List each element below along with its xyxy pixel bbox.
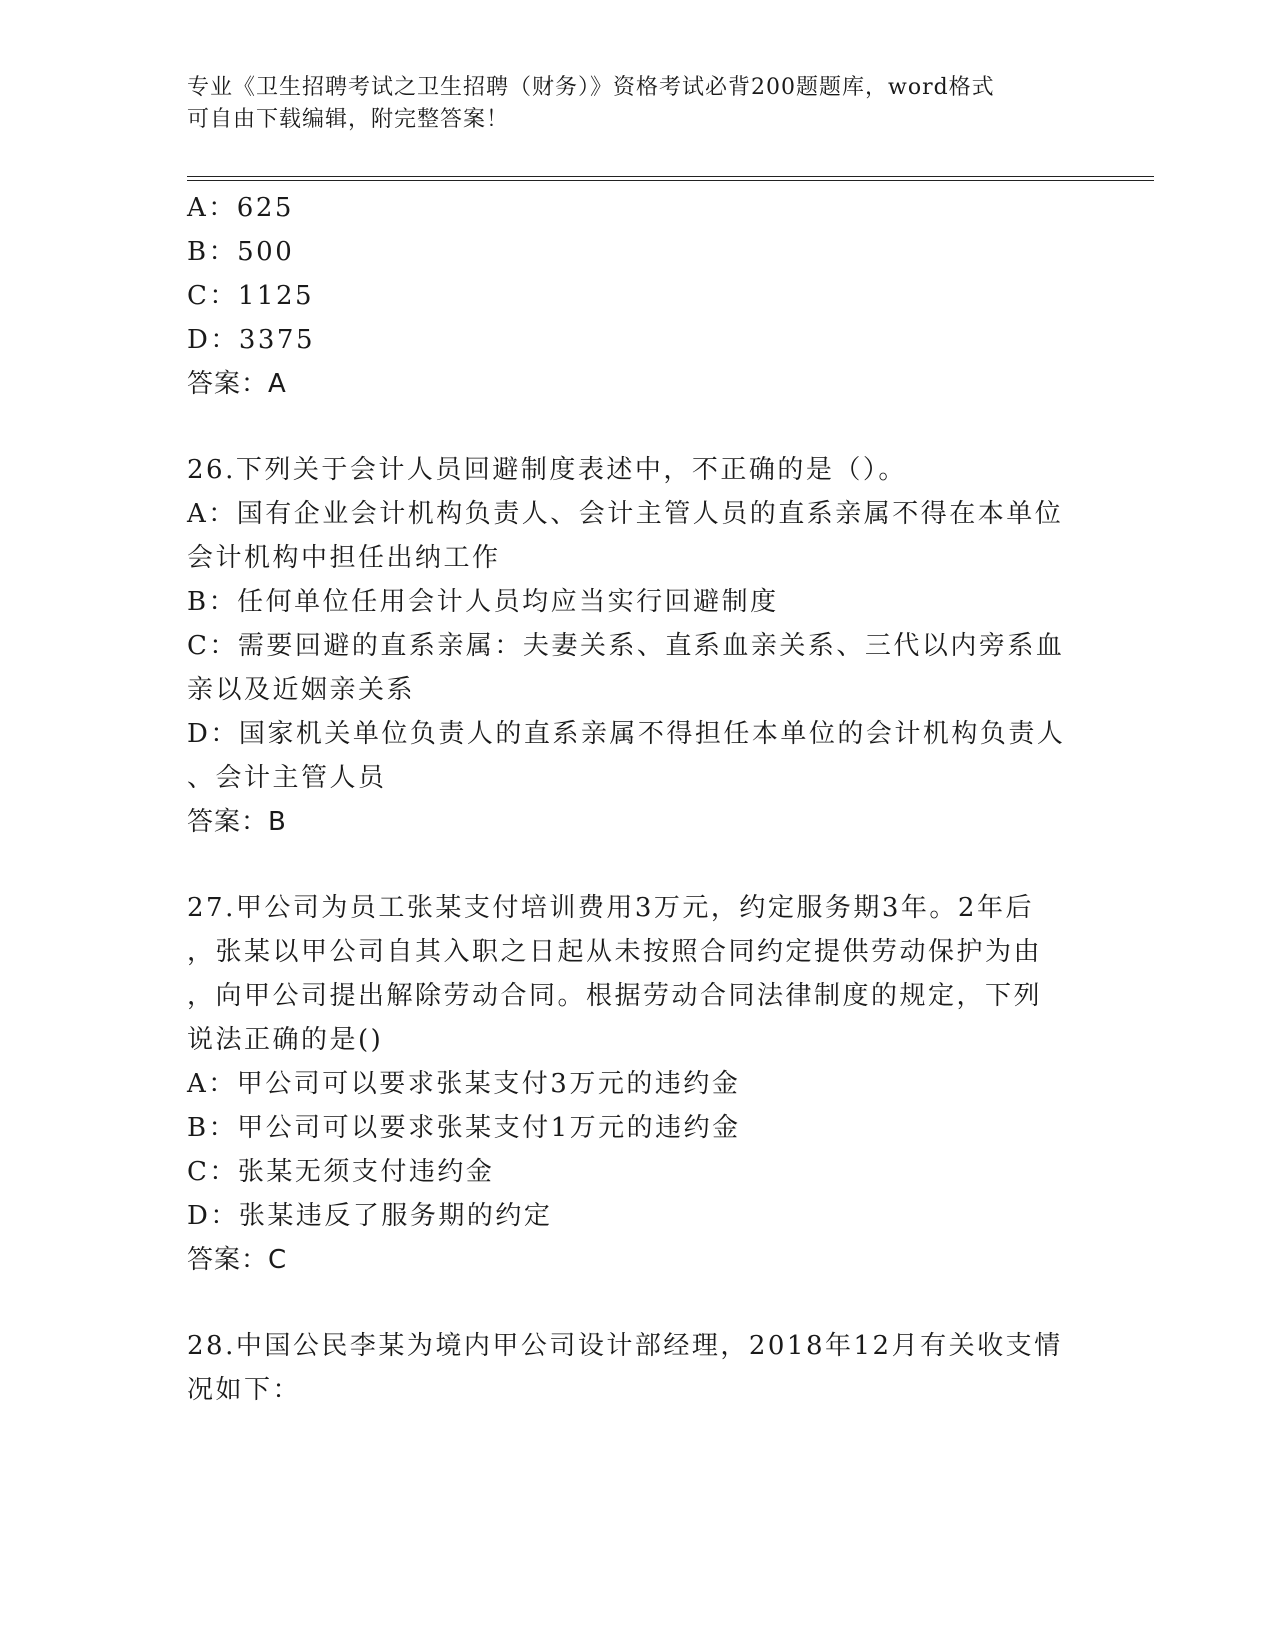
- q26-answer: 答案：B: [187, 807, 287, 837]
- q25-option-d: D：3375: [187, 325, 316, 355]
- q26-option-d-line-1: D：国家机关单位负责人的直系亲属不得担任本单位的会计机构负责人: [187, 719, 1066, 749]
- q26-option-d-line-2: 、会计主管人员: [187, 763, 387, 793]
- q28-stem-line-1: 28.中国公民李某为境内甲公司设计部经理，2018年12月有关收支情: [187, 1331, 1063, 1361]
- q25-answer: 答案：A: [187, 369, 287, 399]
- q27-stem-line-4: 说法正确的是(): [187, 1025, 384, 1055]
- q25-option-a: A：625: [187, 193, 294, 223]
- q27-option-c: C：张某无须支付违约金: [187, 1157, 495, 1187]
- q26-option-b: B：任何单位任用会计人员均应当实行回避制度: [187, 587, 779, 617]
- q27-stem-line-3: ，向甲公司提出解除劳动合同。根据劳动合同法律制度的规定，下列: [187, 981, 1043, 1011]
- q27-option-d: D：张某违反了服务期的约定: [187, 1201, 553, 1231]
- q27-stem-line-1: 27.甲公司为员工张某支付培训费用3万元，约定服务期3年。2年后: [187, 893, 1034, 923]
- q26-stem: 26.下列关于会计人员回避制度表述中，不正确的是（）。: [187, 455, 907, 485]
- q25-option-b: B：500: [187, 237, 295, 267]
- q26-option-a-line-2: 会计机构中担任出纳工作: [187, 543, 501, 573]
- q27-option-b: B：甲公司可以要求张某支付1万元的违约金: [187, 1113, 741, 1143]
- q27-stem-line-2: ，张某以甲公司自其入职之日起从未按照合同约定提供劳动保护为由: [187, 937, 1043, 967]
- header-title-line-1: 专业《卫生招聘考试之卫生招聘（财务）》资格考试必背200题题库，word格式: [187, 75, 995, 100]
- header-divider: [187, 176, 1154, 181]
- document-header: [187, 72, 1077, 136]
- header-title-line-2: 可自由下载编辑，附完整答案！: [187, 107, 510, 132]
- q25-option-c: C：1125: [187, 281, 315, 311]
- q27-option-a: A：甲公司可以要求张某支付3万元的违约金: [187, 1069, 741, 1099]
- q27-answer: 答案：C: [187, 1245, 288, 1275]
- q26-option-a-line-1: A：国有企业会计机构负责人、会计主管人员的直系亲属不得在本单位: [187, 499, 1064, 529]
- q26-option-c-line-1: C：需要回避的直系亲属：夫妻关系、直系血亲关系、三代以内旁系血: [187, 631, 1065, 661]
- q26-option-c-line-2: 亲以及近姻亲关系: [187, 675, 416, 705]
- q28-stem-line-2: 况如下：: [187, 1375, 302, 1405]
